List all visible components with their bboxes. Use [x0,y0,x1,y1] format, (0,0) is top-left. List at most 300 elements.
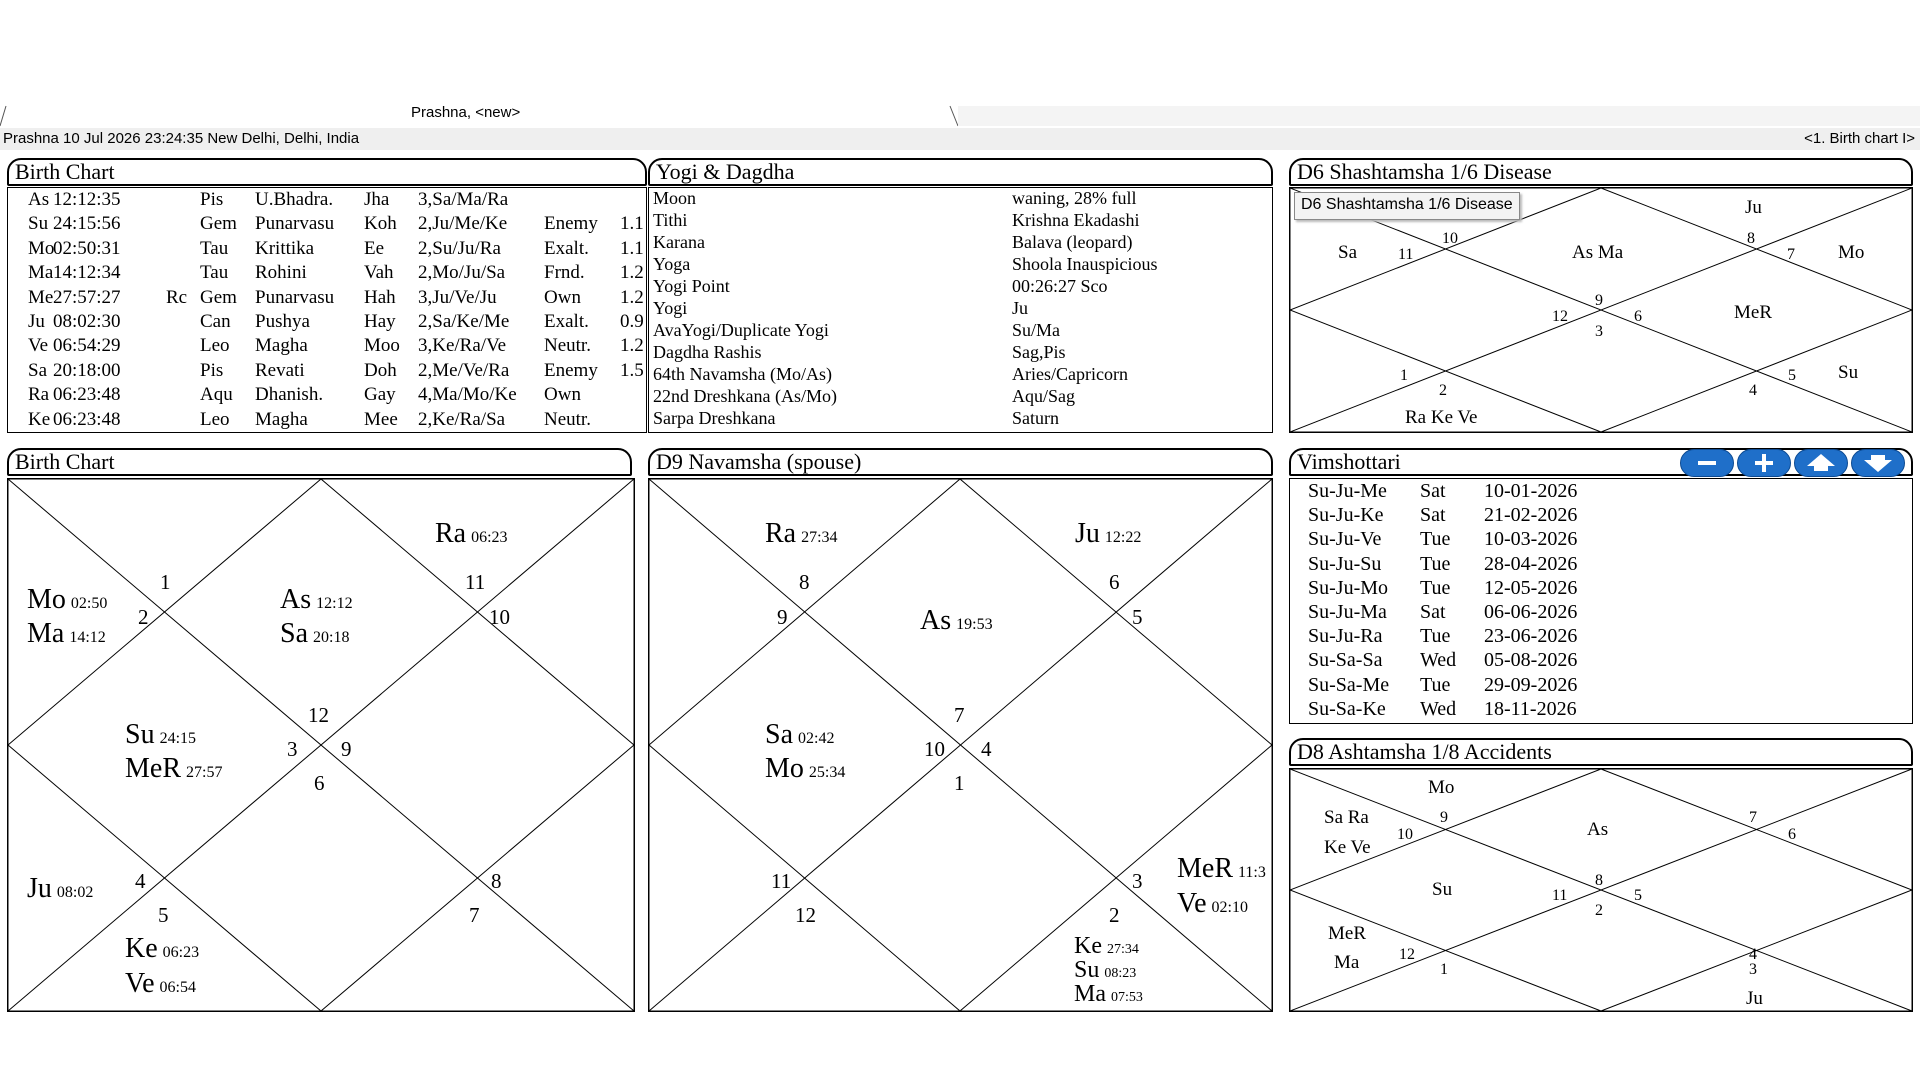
dasha-row[interactable] [1290,674,1690,698]
yogi-value: Aries/Capricorn [1012,364,1128,384]
d9-chart [648,478,1273,1012]
arrow-down-icon [1852,450,1904,476]
planet-cell-rel: Neutr. [544,335,591,357]
d9-house-number: 7 [954,703,965,727]
d9-house-number: 8 [799,570,810,594]
planet-cell-rel: Exalt. [544,237,589,259]
planet-cell-p: Ra [28,384,50,406]
d9-house-number: 11 [771,869,792,893]
panel-title-d6[interactable]: D6 Shashtamsha 1/6 Disease [1289,158,1913,186]
planet-name: MeR [125,753,181,784]
chart-planet[interactable] [1075,518,1141,549]
d9-house-number: 10 [924,737,945,761]
dasha-cell-date: 10-03-2026 [1484,528,1578,551]
planet-name: Ra [435,518,467,549]
planet-row[interactable] [8,262,646,286]
chart-planet[interactable] [1074,957,1136,983]
yogi-value: Aqu/Sag [1012,386,1075,406]
planet-degree: 11:3 [1238,864,1266,881]
arrow-up-icon [1795,450,1847,476]
planet-cell-p: Sa [28,359,47,381]
chart-planet[interactable] [1074,981,1143,1007]
planet-cell-syl: Ee [364,237,385,259]
planet-cell-deg: 14:12:34 [53,262,121,284]
yogi-label: AvaYogi/Duplicate Yogi [653,320,829,340]
planet-name: Ma [27,618,65,649]
vimshottari-list [1289,478,1913,724]
d6-house-5: 5 [1788,367,1796,384]
yogi-label: Yogi Point [653,276,730,296]
yogi-label: Karana [653,232,705,252]
planet-row[interactable] [8,335,646,359]
panel-title-birth-chart[interactable]: Birth Chart [7,448,632,476]
planet-name: Ra [765,518,797,549]
planet-cell-p: Mo [28,237,55,259]
d8-planet: As [1587,819,1609,840]
chart-planet[interactable] [765,719,834,750]
planet-cell-sign: Gem [200,286,237,308]
chart-planet[interactable] [125,719,196,750]
birth-chart [7,478,635,1012]
yogi-value: Su/Ma [1012,320,1061,340]
planet-cell-syl: Hay [364,311,396,332]
planet-cell-syl: Mee [364,408,398,430]
planet-degree: 06:23 [471,529,508,546]
planet-cell-pada: 2,Su/Ju/Ra [418,237,501,259]
d6-house-10: 10 [1442,230,1458,247]
dasha-cell-day: Sat [1420,601,1446,623]
planet-cell-deg: 24:15:56 [53,213,121,235]
planet-cell-val: 1.1 [620,237,644,259]
d6-house-11: 11 [1398,246,1414,263]
yogi-value: Ju [1012,298,1029,318]
d6-planet: As Ma [1572,242,1624,263]
yogi-value: Sag,Pis [1012,342,1066,362]
d8-house-number: 5 [1634,887,1642,904]
planet-cell-syl: Hah [364,286,396,308]
chart-planet[interactable] [125,753,222,784]
planet-name: Sa [765,719,793,750]
d8-house-number: 9 [1440,809,1448,826]
chart-planet[interactable] [280,618,349,649]
planet-cell-pada: 4,Ma/Mo/Ke [418,384,517,406]
planet-cell-syl: Gay [364,384,396,406]
planet-cell-nak: Dhanish. [255,384,324,406]
yogi-dagdha-table [648,187,1273,433]
d6-planet: Sa [1338,242,1357,263]
planet-row[interactable] [8,238,646,262]
planet-row[interactable] [8,409,646,433]
planet-cell-deg: 27:57:27 [53,286,121,308]
d6-chart [1289,187,1913,433]
planet-degree: 02:50 [70,595,108,612]
planet-name: As [920,605,952,636]
d8-house-number: 12 [1399,946,1415,963]
planet-row[interactable] [8,287,646,311]
chart-planet[interactable] [920,605,993,636]
planet-degree: 14:12 [69,629,106,646]
planet-cell-val: 1.2 [620,286,644,308]
planet-cell-syl: Koh [364,213,397,235]
d8-planet: Ke Ve [1324,837,1371,858]
chart-planet[interactable] [280,584,353,615]
dasha-cell-date: 06-06-2026 [1484,601,1578,623]
yogi-label: Sarpa Dreshkana [653,408,776,428]
rashi-number: 2 [138,605,149,629]
chart-planet[interactable] [125,933,199,964]
d8-house-number: 11 [1552,887,1568,904]
d6-chart-lines [1290,188,1912,432]
planet-name: Ke [125,933,158,964]
dasha-cell-p: Su-Sa-Ke [1308,697,1386,720]
dasha-row[interactable] [1290,480,1690,504]
planet-degree: 24:15 [159,730,197,747]
dasha-row[interactable] [1290,528,1690,552]
planet-cell-rel: Neutr. [544,408,591,430]
d8-planet: Su [1432,879,1453,900]
planet-cell-nak: Pushya [255,311,310,332]
d6-house-1: 1 [1400,367,1408,384]
planet-cell-deg: 06:23:48 [53,384,121,406]
planet-degree: 02:42 [798,730,835,747]
yogi-label: 22nd Dreshkana (As/Mo) [653,386,837,406]
minus-button[interactable] [1680,449,1734,477]
tab-outline [0,104,1920,128]
chart-planet[interactable] [1177,853,1266,884]
planet-row[interactable] [8,189,646,213]
planet-cell-pada: 2,Me/Ve/Ra [418,359,510,381]
dasha-cell-date: 23-06-2026 [1484,625,1578,648]
planet-degree: 27:34 [1106,942,1139,957]
d8-house-number: 7 [1749,809,1757,826]
planet-cell-nak: U.Bhadra. [255,189,334,210]
planet-cell-pada: 3,Sa/Ma/Ra [418,189,509,210]
planet-cell-nak: Magha [255,408,308,430]
rashi-number: 6 [314,771,325,795]
planet-table [7,187,647,433]
dasha-cell-day: Wed [1420,697,1457,720]
d8-planet: MeR [1328,923,1366,944]
planet-degree: 07:53 [1111,990,1143,1005]
planet-degree: 27:34 [801,529,838,546]
d8-house-number: 6 [1788,826,1796,843]
planet-name: Su [1074,957,1100,983]
planet-cell-nak: Punarvasu [255,213,335,235]
yogi-label: 64th Navamsha (Mo/As) [653,364,832,384]
dasha-row[interactable] [1290,577,1690,601]
planet-cell-deg: 12:12:35 [53,189,121,210]
birth-chart-lines [8,479,634,1011]
rashi-number: 9 [341,737,352,761]
document-tab[interactable]: Prashna, <new> [411,104,521,121]
planet-cell-sign: Tau [200,262,229,284]
planet-row[interactable] [8,384,646,408]
yogi-value: Shoola Inauspicious [1012,254,1158,274]
dasha-cell-day: Sat [1420,504,1446,527]
d6-house-6: 6 [1634,308,1642,325]
plus-icon [1738,450,1790,476]
yogi-label: Tithi [653,210,688,230]
yogi-value: 00:26:27 Sco [1012,276,1108,296]
d6-house-7: 7 [1787,246,1795,263]
planet-cell-pada: 2,Mo/Ju/Sa [418,262,506,284]
planet-degree: 12:12 [316,595,353,612]
d9-house-number: 2 [1109,903,1120,927]
planet-degree: 20:18 [313,629,350,646]
planet-cell-val: 1.5 [620,359,644,381]
planet-cell-syl: Vah [364,262,394,284]
planet-cell-p: Ma [28,262,54,284]
planet-name: Ma [1074,981,1106,1007]
d8-chart-lines [1290,769,1912,1011]
dasha-cell-p: Su-Ju-Mo [1308,576,1389,599]
dasha-cell-date: 12-05-2026 [1484,576,1578,599]
rashi-number: 8 [491,869,502,893]
chart-selector[interactable]: <1. Birth chart I> [1804,130,1915,147]
d8-house-number: 1 [1440,961,1448,978]
rashi-number: 12 [308,703,329,727]
planet-cell-sign: Aqu [200,384,233,406]
planet-cell-nak: Magha [255,335,308,357]
d8-house-number: 10 [1397,826,1413,843]
planet-cell-pada: 3,Ke/Ra/Ve [418,335,507,357]
planet-cell-rel: Frnd. [544,262,585,284]
dasha-row[interactable] [1290,553,1690,577]
rashi-number: 3 [287,737,298,761]
yogi-label: Yoga [653,254,691,274]
d6-house-8: 8 [1747,230,1755,247]
planet-cell-nak: Rohini [255,262,307,284]
d6-planet: MeR [1734,302,1772,323]
planet-name: Mo [27,584,66,615]
dasha-cell-day: Tue [1420,528,1451,551]
d6-house-9: 9 [1595,292,1603,309]
chart-planet[interactable] [435,518,508,549]
planet-degree: 06:23 [162,944,200,961]
planet-cell-sign: Pis [200,189,224,210]
dasha-cell-date: 05-08-2026 [1484,649,1578,672]
d8-chart [1289,768,1913,1012]
dasha-cell-date: 18-11-2026 [1484,697,1577,720]
d9-house-number: 3 [1132,869,1143,893]
rashi-number: 10 [489,605,510,629]
d8-planet: Sa Ra [1324,807,1369,828]
d9-chart-lines [649,479,1272,1011]
d6-house-4: 4 [1749,382,1757,399]
yogi-value: waning, 28% full [1012,188,1137,208]
planet-cell-rel: Own [544,286,581,308]
d8-planet: Mo [1428,777,1455,798]
dasha-row[interactable] [1290,625,1690,649]
planet-cell-pada: 2,Ju/Me/Ke [418,213,508,235]
planet-cell-rel: Own [544,384,581,406]
planet-cell-pada: 3,Ju/Ve/Ju [418,286,497,308]
yogi-value: Saturn [1012,408,1059,428]
planet-cell-sign: Pis [200,359,224,381]
rashi-number: 5 [158,903,169,927]
planet-name: Ke [1074,933,1102,959]
d9-house-number: 6 [1109,570,1120,594]
dasha-cell-day: Tue [1420,576,1451,599]
planet-degree: 06:54 [159,979,196,996]
dasha-cell-date: 29-09-2026 [1484,673,1578,696]
planet-cell-sign: Tau [200,237,229,259]
d8-planet: Ju [1746,988,1763,1009]
planet-cell-pada: 2,Sa/Ke/Me [418,311,510,332]
chart-planet[interactable] [125,968,196,999]
dasha-cell-p: Su-Ju-Su [1308,552,1382,575]
d6-house-2: 2 [1439,382,1447,399]
d9-house-number: 1 [954,771,965,795]
dasha-cell-day: Sat [1420,480,1446,502]
d6-planet: Mo [1838,242,1865,263]
planet-cell-sign: Gem [200,213,237,235]
d6-house-12: 12 [1552,308,1568,325]
scroll-down-button[interactable] [1851,449,1905,477]
dasha-cell-date: 28-04-2026 [1484,552,1578,575]
planet-cell-syl: Jha [364,189,390,210]
planet-name: Ve [125,968,155,999]
planet-cell-r: Rc [166,286,188,308]
planet-name: Su [125,719,155,750]
dasha-cell-day: Wed [1420,649,1457,672]
d6-house-3: 3 [1595,323,1603,340]
dasha-row[interactable] [1290,698,1690,722]
planet-cell-p: As [28,189,50,210]
yogi-label: Dagdha Rashis [653,342,762,362]
planet-cell-deg: 06:23:48 [53,408,121,430]
planet-cell-p: Ve [28,335,49,357]
chart-planet[interactable] [27,873,93,904]
yogi-value: Krishna Ekadashi [1012,210,1140,230]
planet-cell-deg: 20:18:00 [53,359,121,381]
planet-cell-val: 1.1 [620,213,644,235]
dasha-cell-p: Su-Sa-Sa [1308,649,1383,672]
planet-cell-nak: Punarvasu [255,286,335,308]
rashi-number: 4 [135,869,146,893]
d9-house-number: 5 [1132,605,1143,629]
planet-degree: 08:23 [1104,966,1137,981]
chart-planet[interactable] [765,518,838,549]
plus-button[interactable] [1737,449,1791,477]
rashi-number: 1 [160,570,171,594]
chart-planet[interactable] [765,753,845,784]
planet-cell-val: 0.9 [620,311,644,332]
panel-title-birth-chart-table[interactable]: Birth Chart [7,158,647,186]
chart-planet[interactable] [1074,933,1139,959]
planet-name: Ju [27,873,52,904]
planet-name: Mo [765,753,804,784]
d9-house-number: 9 [777,605,788,629]
planet-degree: 12:22 [1104,529,1142,546]
planet-cell-sign: Can [200,311,231,332]
planet-cell-syl: Doh [364,359,397,381]
dasha-cell-p: Su-Ju-Ra [1308,625,1383,648]
planet-degree: 19:53 [956,616,993,633]
d6-planet: Su [1838,362,1859,383]
planet-name: As [280,584,312,615]
rashi-number: 11 [465,570,486,594]
yogi-label: Moon [653,188,697,208]
panel-title-d8[interactable]: D8 Ashtamsha 1/8 Accidents [1289,738,1913,766]
chart-planet[interactable] [1177,888,1248,919]
planet-cell-sign: Leo [200,335,230,357]
chart-planet[interactable] [27,618,106,649]
planet-cell-sign: Leo [200,408,230,430]
d8-house-number: 4 [1749,946,1757,963]
planet-cell-nak: Revati [255,359,305,381]
dasha-cell-p: Su-Ju-Ke [1308,504,1384,527]
planet-row[interactable] [8,360,646,384]
panel-title-yogi-dagdha[interactable]: Yogi & Dagdha [648,158,1273,186]
planet-cell-rel: Exalt. [544,311,589,332]
d8-house-number: 8 [1595,872,1603,889]
planet-degree: 02:10 [1211,899,1248,916]
planet-cell-p: Su [28,213,49,235]
planet-degree: 27:57 [186,764,223,781]
dasha-row[interactable] [1290,504,1690,528]
dasha-cell-p: Su-Ju-Ma [1308,601,1387,623]
planet-row[interactable] [8,213,646,237]
planet-cell-rel: Enemy [544,213,598,235]
dasha-cell-date: 10-01-2026 [1484,480,1578,502]
minus-icon [1681,450,1733,476]
planet-cell-val: 1.2 [620,335,644,357]
dasha-cell-p: Su-Ju-Me [1308,480,1387,502]
dasha-cell-p: Su-Ju-Ve [1308,528,1382,551]
d8-house-number: 3 [1749,961,1757,978]
planet-cell-rel: Enemy [544,359,598,381]
info-bar [0,128,1920,150]
d9-house-number: 4 [981,737,992,761]
planet-name: MeR [1177,853,1233,884]
dasha-row[interactable] [1290,649,1690,673]
d6-planet: Ra Ke Ve [1405,407,1478,428]
yogi-label: Yogi [653,298,688,318]
d8-house-number: 2 [1595,902,1603,919]
planet-degree: 25:34 [808,764,846,781]
dasha-cell-day: Tue [1420,673,1451,696]
scroll-up-button[interactable] [1794,449,1848,477]
planet-cell-syl: Moo [364,335,400,357]
dasha-cell-day: Tue [1420,552,1451,575]
dasha-cell-p: Su-Sa-Me [1308,673,1390,696]
chart-info-label: Prashna 10 Jul 2026 23:24:35 New Delhi, Delhi, India [3,130,360,147]
rashi-number: 7 [469,903,480,927]
planet-cell-nak: Krittika [255,237,315,259]
panel-title-d9[interactable]: D9 Navamsha (spouse) [648,448,1273,476]
chart-planet[interactable] [27,584,107,615]
planet-row[interactable] [8,311,646,335]
planet-cell-p: Ju [28,311,45,332]
planet-name: Ju [1075,518,1100,549]
d6-tooltip: D6 Shashtamsha 1/6 Disease [1294,192,1520,220]
planet-cell-pada: 2,Ke/Ra/Sa [418,408,506,430]
planet-cell-deg: 08:02:30 [53,311,121,332]
panel-title-vimshottari[interactable]: Vimshottari [1289,448,1913,476]
d8-planet: Ma [1334,952,1360,973]
planet-cell-deg: 06:54:29 [53,335,121,357]
planet-name: Sa [280,618,308,649]
dasha-cell-day: Tue [1420,625,1451,648]
planet-cell-deg: 02:50:31 [53,237,121,259]
yogi-value: Balava (leopard) [1012,232,1133,252]
dasha-cell-date: 21-02-2026 [1484,504,1578,527]
dasha-row[interactable] [1290,601,1690,625]
planet-name: Ve [1177,888,1207,919]
d9-house-number: 12 [795,903,816,927]
planet-cell-p: Me [28,286,54,308]
